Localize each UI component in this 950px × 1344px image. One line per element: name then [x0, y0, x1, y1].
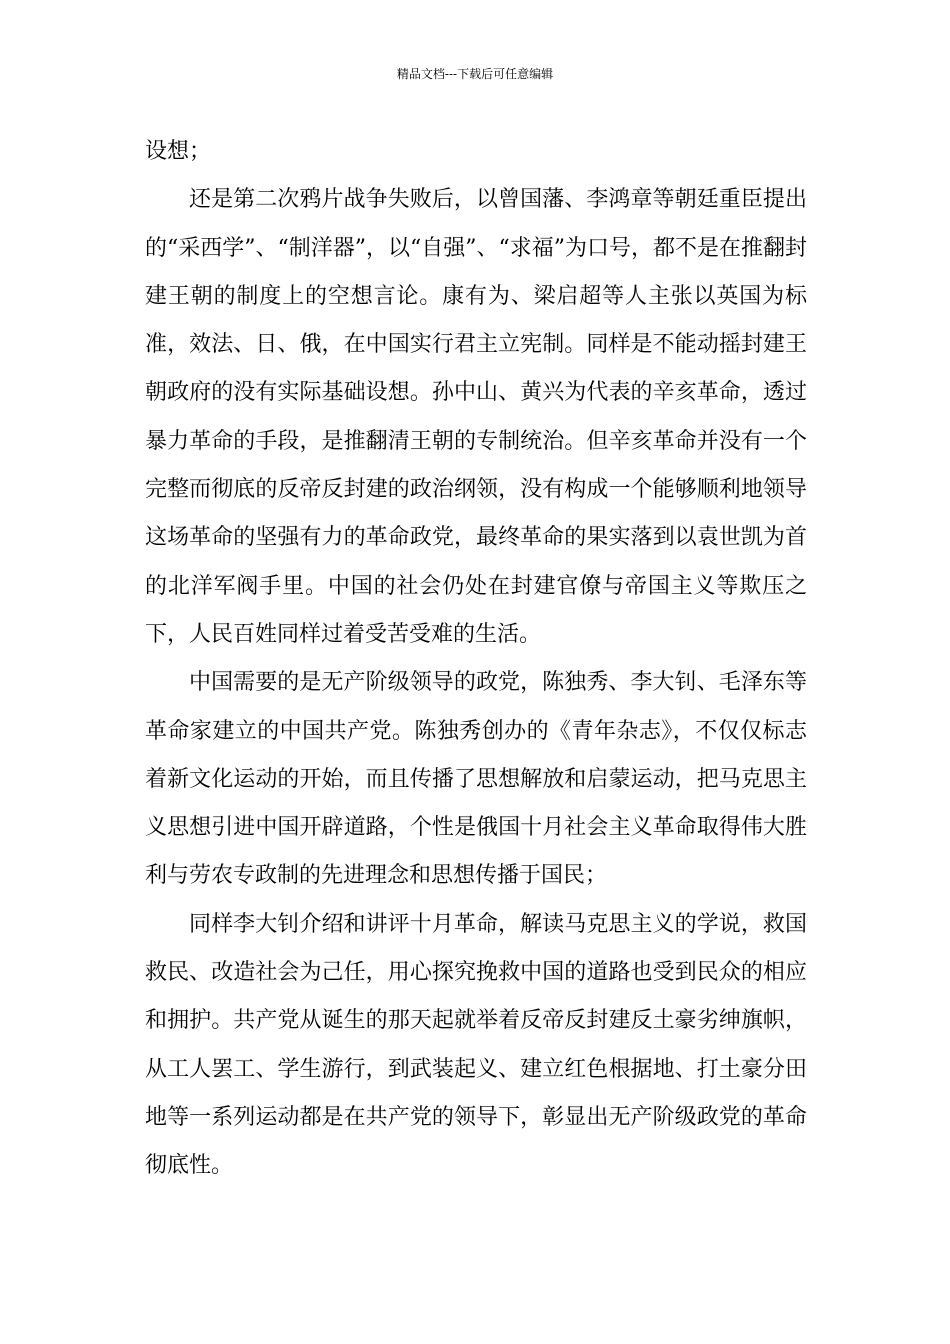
page-header: 精品文档---下载后可任意编辑 [396, 67, 554, 81]
paragraph: 同样李大钊介绍和讲评十月革命，解读马克思主义的学说，救国救民、改造社会为己任，用心探究挽救中国的道路也受到民众的相应和拥护。共产党从诞生的那天起就举着反帝反封建反土豪劣绅旗帜，从工人罢工、学生游行，到武装起义、建立红色根据地、打土豪分田地等一系列运动都是在共产党的领导下，彰显出无产阶级政党的革命彻底性。 [145, 911, 807, 1179]
paragraph-continuation: 设想； [145, 139, 212, 164]
paragraph: 中国需要的是无产阶级领导的政党，陈独秀、李大钊、毛泽东等革命家建立的中国共产党。陈独秀创办的《青年杂志》，不仅仅标志着新文化运动的开始，而且传播了思想解放和启蒙运动，把马克思主义思想引进中国开辟道路，个性是俄国十月社会主义革命取得伟大胜利与劳农专政制的先进理念和思想传播于国民； [145, 670, 807, 889]
document-body [145, 128, 807, 1191]
paragraph: 还是第二次鸦片战争失败后，以曾国藩、李鸿章等朝廷重臣提出的“采西学”、“制洋器”，以“自强”、“求福”为口号，都不是在推翻封建王朝的制度上的空想言论。康有为、梁启超等人主张以英国为标准，效法、日、俄，在中国实行君主立宪制。同样是不能动摇封建王朝政府的没有实际基础设想。孙中山、黄兴为代表的辛亥革命，透过暴力革命的手段，是推翻清王朝的专制统治。但辛亥革命并没有一个完整而彻底的反帝反封建的政治纲领，没有构成一个能够顺利地领导这场革命的坚强有力的革命政党，最终革命的果实落到以袁世凯为首的北洋军阀手里。中国的社会仍处在封建官僚与帝国主义等欺压之下，人民百姓同样过着受苦受难的生活。 [145, 187, 807, 647]
